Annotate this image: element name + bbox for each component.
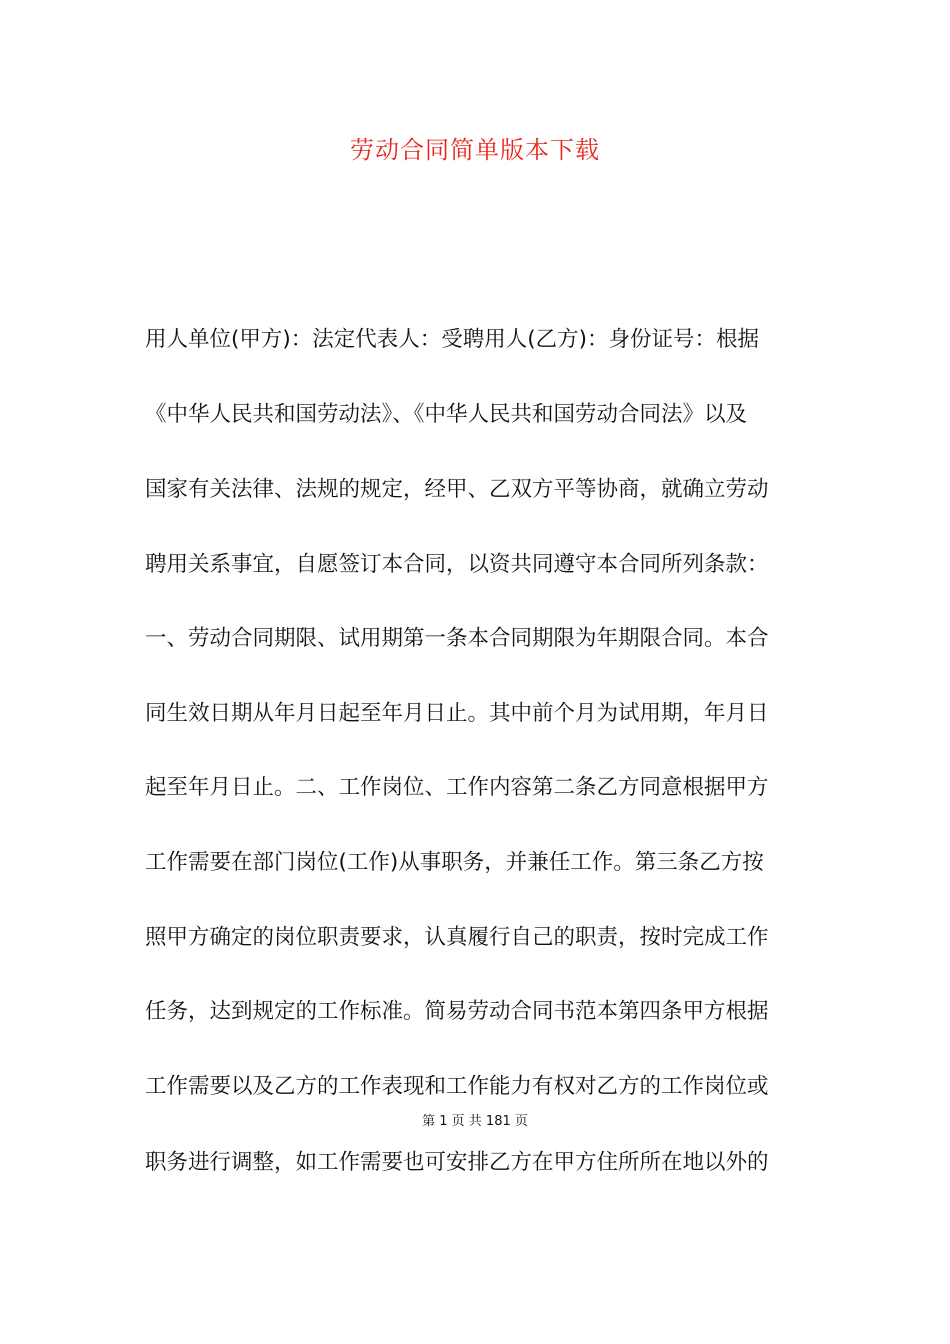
body-line: 起至年月日止。二、工作岗位、工作内容第二条乙方同意根据甲方 [145,775,769,800]
body-line: 同生效日期从年月日起至年月日止。其中前个月为试用期，年月日 [145,701,769,726]
body-line: 《中华人民共和国劳动法》、《中华人民共和国劳动合同法》以及 [145,402,748,427]
body-line: 国家有关法律、法规的规定，经甲、乙双方平等协商，就确立劳动 [145,477,769,502]
body-line: 工作需要以及乙方的工作表现和工作能力有权对乙方的工作岗位或 [145,1074,769,1099]
body-line: 用人单位(甲方)：法定代表人：受聘用人(乙方)：身份证号：根据 [145,327,760,352]
body-line: 工作需要在部门岗位(工作)从事职务，并兼任工作。第三条乙方按 [145,850,764,875]
body-line: 聘用关系事宜，自愿签订本合同，以资共同遵守本合同所列条款： [145,552,769,577]
document-title: 劳动合同简单版本下载 [350,136,600,164]
page-number-footer: 第 1 页 共 181 页 [422,1114,528,1129]
body-line: 职务进行调整，如工作需要也可安排乙方在甲方住所所在地以外的 [145,1150,769,1175]
body-line: 照甲方确定的岗位职责要求，认真履行自己的职责，按时完成工作 [145,925,769,950]
body-line: 任务，达到规定的工作标准。简易劳动合同书范本第四条甲方根据 [145,999,769,1024]
body-line: 一、劳动合同期限、试用期第一条本合同期限为年期限合同。本合 [145,626,769,651]
